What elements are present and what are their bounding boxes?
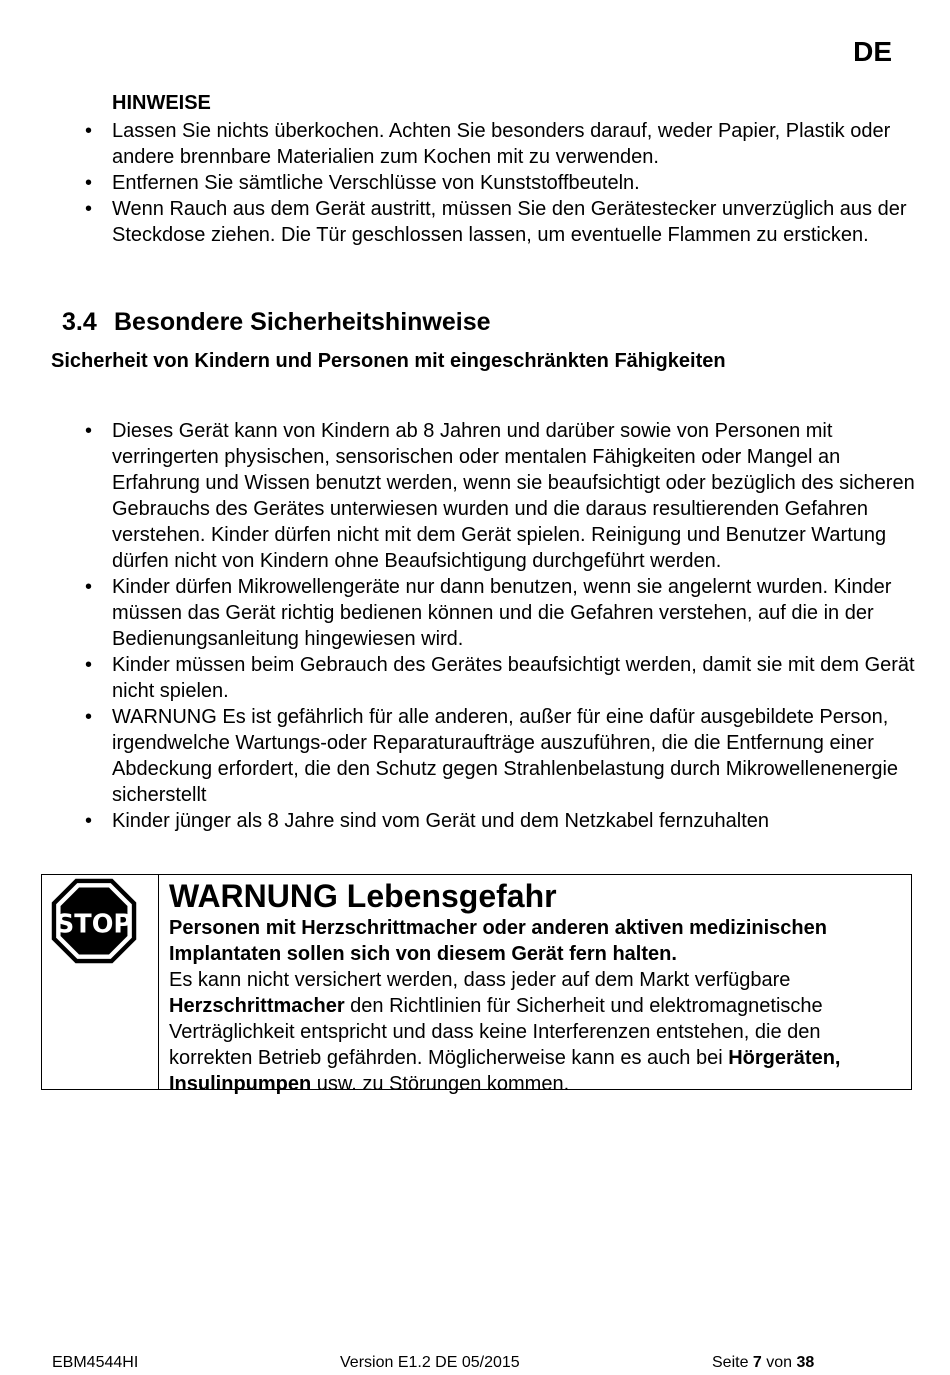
warning-icon-cell [42,875,159,1089]
section-number: 3.4 [62,308,97,336]
page-label: Seite [712,1354,753,1371]
stop-sign-text: STOP [55,909,133,940]
bullet-icon: • [85,172,93,194]
list-item-text: Entfernen Sie sämtliche Verschlüsse von Kunststoffbeuteln. [112,172,640,194]
warning-body-bold: Hörgeräten, Insulinpumpen [169,1047,841,1095]
section-subtitle: Sicherheit von Kindern und Personen mit eingeschränkten Fähigkeiten [51,350,726,372]
section-title: Besondere Sicherheitshinweise [114,308,491,336]
bullet-icon: • [85,706,93,728]
bullet-icon: • [85,420,93,442]
language-code: DE [853,36,892,67]
page-number: 7 [752,1354,762,1371]
section-heading [62,308,491,337]
warning-title: WARNUNG Lebensgefahr [169,878,557,914]
footer-page [712,1354,814,1372]
stop-sign-icon [50,877,138,965]
page-total: 38 [796,1354,815,1371]
warning-body-text: den Richtlinien für Sicherheit und elektromagnetische Verträglichkeit entspricht und dass keine Interferenzen entstehen, die den korrekten Betrieb gefährden. Möglicherweise kann es auch bei [169,995,823,1069]
list-item-text: Kinder dürfen Mikrowellengeräte nur dann benutzen, wenn sie angelernt wurden. Kinder müssen das Gerät richtig bedienen können und die Gefahren verstehen, auf die in der Bedienungsanleitung hingewiesen wird. [112,576,892,650]
warning-body [169,967,901,1097]
page-label: von [761,1354,797,1371]
warning-text-cell [159,875,911,1095]
hinweise-list [0,118,950,248]
list-item [0,418,950,574]
hinweise-heading: HINWEISE [112,92,211,114]
list-item-text: Dieses Gerät kann von Kindern ab 8 Jahren und darüber sowie von Personen mit verringerten physischen, sensorischen oder mentalen Fähigkeiten oder Mangel an Erfahrung und Wissen benutzt werden, wenn sie beaufsichtigt oder bezüglich des sicheren Gebrauchs des Gerätes unterwiesen wurden und die daraus resultierenden Gefahren verstehen. Kinder dürfen nicht mit dem Gerät spielen. Reinigung und Benutzer Wartung dürfen nicht von Kindern ohne Beaufsichtigung durchgeführt werden. [112,420,915,572]
list-item [0,170,950,196]
warning-body-bold: Herzschrittmacher [169,995,345,1017]
safety-list [0,418,950,834]
footer-version: Version E1.2 DE 05/2015 [340,1354,520,1371]
warning-body-text: Es kann nicht versichert werden, dass jeder auf dem Markt verfügbare [169,969,791,991]
footer-model: EBM4544HI [52,1354,139,1371]
bullet-icon: • [85,654,93,676]
list-item [0,704,950,808]
list-item-text: Lassen Sie nichts überkochen. Achten Sie besonders darauf, weder Papier, Plastik oder andere brennbare Materialien zum Kochen mit zu verwenden. [112,120,891,168]
list-item-text: Kinder müssen beim Gebrauch des Gerätes beaufsichtigt werden, damit sie mit dem Gerät nicht spielen. [112,654,915,702]
bullet-icon: • [85,198,93,220]
list-item [0,574,950,652]
list-item [0,196,950,248]
list-item-text: Kinder jünger als 8 Jahre sind vom Gerät und dem Netzkabel fernzuhalten [112,810,770,832]
list-item [0,652,950,704]
list-item [0,808,950,834]
warning-box [41,874,912,1095]
warning-body-text: usw. zu Störungen kommen. [311,1073,570,1095]
warning-intro: Personen mit Herzschrittmacher oder anderen aktiven medizinischen Implantaten sollen sich von diesem Gerät fern halten. [169,917,827,965]
bullet-icon: • [85,120,93,142]
list-item-text: Wenn Rauch aus dem Gerät austritt, müssen Sie den Gerätestecker unverzüglich aus der Steckdose ziehen. Die Tür geschlossen lassen, um eventuelle Flammen zu ersticken. [112,198,907,246]
list-item [0,118,950,170]
bullet-icon: • [85,576,93,598]
list-item-text: WARNUNG Es ist gefährlich für alle anderen, außer für eine dafür ausgebildete Person, irgendwelche Wartungs-oder Reparaturaufträge auszuführen, die die Entfernung einer Abdeckung erfordert, die den Schutz gegen Strahlenbelastung durch Mikrowellenenergie sicherstellt [112,706,899,806]
bullet-icon: • [85,810,93,832]
